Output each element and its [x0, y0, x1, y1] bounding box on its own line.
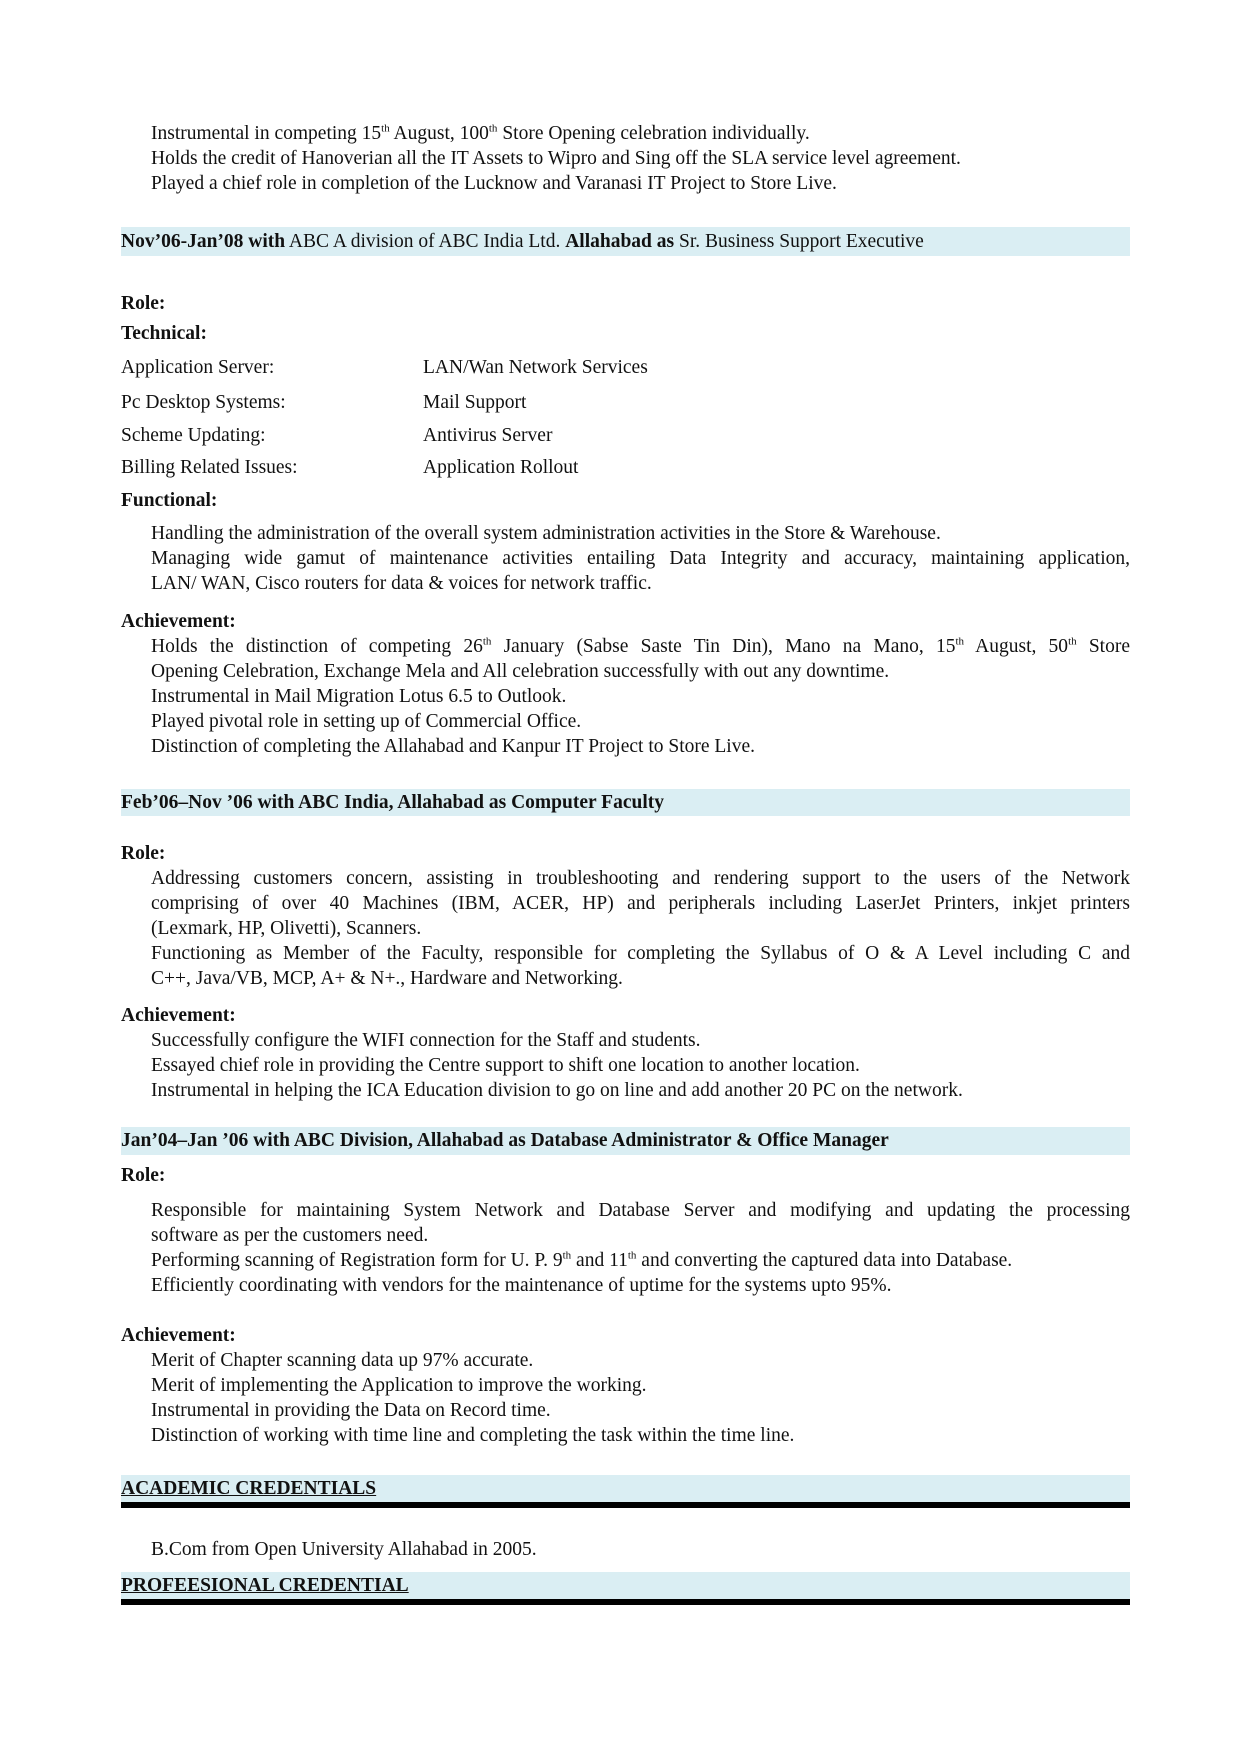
tech-row-right: Antivirus Server	[423, 425, 553, 446]
job3-role-1-line1: Responsible for maintaining System Network and Database Server and modifying and updating the processing	[151, 1200, 1130, 1221]
job3-role-1-line2: software as per the customers need.	[151, 1225, 429, 1246]
job2-achievement-1: Successfully configure the WIFI connection for the Staff and students.	[151, 1030, 701, 1051]
job2-header: Feb’06–Nov ’06 with ABC India, Allahabad as Computer Faculty	[121, 792, 664, 813]
job2-achievement-2: Essayed chief role in providing the Centre support to shift one location to another location.	[151, 1055, 860, 1076]
job2-role-label: Role:	[121, 843, 166, 864]
tech-row-right: LAN/Wan Network Services	[423, 357, 648, 378]
achievement-item-4: Distinction of completing the Allahabad and Kanpur IT Project to Store Live.	[151, 736, 756, 757]
job1-functional-label: Functional:	[121, 490, 218, 511]
job3-achievement-4: Distinction of working with time line and completing the task within the time line.	[151, 1425, 795, 1446]
job1-achievement-label: Achievement:	[121, 611, 236, 632]
tech-row-left: Pc Desktop Systems:	[121, 392, 286, 413]
functional-item-1: Handling the administration of the overall system administration activities in the Store & Warehouse.	[151, 523, 941, 544]
academic-heading: ACADEMIC CREDENTIALS	[121, 1478, 377, 1499]
role-item-2-line2: C++, Java/VB, MCP, A+ & N+., Hardware and Networking.	[151, 968, 623, 989]
job3-achievement-3: Instrumental in providing the Data on Record time.	[151, 1400, 551, 1421]
job2-achievement-label: Achievement:	[121, 1005, 236, 1026]
achievement-item-2: Instrumental in Mail Migration Lotus 6.5 to Outlook.	[151, 686, 567, 707]
academic-heading-rule	[121, 1502, 1130, 1508]
role-item-1-line3: (Lexmark, HP, Olivetti), Scanners.	[151, 918, 422, 939]
tech-row-left: Billing Related Issues:	[121, 457, 298, 478]
job3-role-2: Performing scanning of Registration form for U. P. 9th and 11th and converting the captured data into Database.	[151, 1249, 1013, 1271]
role-item-1-line2: comprising of over 40 Machines (IBM, ACER, HP) and peripherals including LaserJet Printers, inkjet printers	[151, 893, 1130, 914]
job1-technical-label: Technical:	[121, 323, 207, 344]
job3-achievement-2: Merit of implementing the Application to improve the working.	[151, 1375, 647, 1396]
job3-achievement-1: Merit of Chapter scanning data up 97% accurate.	[151, 1350, 534, 1371]
tech-row-right: Application Rollout	[423, 457, 579, 478]
top-bullet-2: Holds the credit of Hanoverian all the IT Assets to Wipro and Sing off the SLA service level agreement.	[151, 148, 961, 169]
functional-item-2-line1: Managing wide gamut of maintenance activities entailing Data Integrity and accuracy, maintaining application,	[151, 548, 1130, 569]
top-bullet-3: Played a chief role in completion of the Lucknow and Varanasi IT Project to Store Live.	[151, 173, 837, 194]
tech-row-right: Mail Support	[423, 392, 527, 413]
job1-role-label: Role:	[121, 293, 166, 314]
tech-row-left: Scheme Updating:	[121, 425, 266, 446]
functional-item-2-line2: LAN/ WAN, Cisco routers for data & voices for network traffic.	[151, 573, 652, 594]
job3-role-label: Role:	[121, 1165, 166, 1186]
achievement-item-1-line1: Holds the distinction of competing 26th January (Sabse Saste Tin Din), Mano na Mano, 15th August, 50th Store	[151, 635, 1130, 657]
job1-header: Nov’06-Jan’08 with ABC A division of ABC India Ltd. Allahabad as Sr. Business Support Executive	[121, 231, 924, 252]
achievement-item-1-line2: Opening Celebration, Exchange Mela and All celebration successfully with out any downtime.	[151, 661, 890, 682]
tech-row-left: Application Server:	[121, 357, 275, 378]
achievement-item-3: Played pivotal role in setting up of Commercial Office.	[151, 711, 582, 732]
academic-item-1: B.Com from Open University Allahabad in 2005.	[151, 1539, 537, 1560]
job2-achievement-3: Instrumental in helping the ICA Education division to go on line and add another 20 PC on the network.	[151, 1080, 963, 1101]
job3-header: Jan’04–Jan ’06 with ABC Division, Allahabad as Database Administrator & Office Manager	[121, 1130, 889, 1151]
job3-role-3: Efficiently coordinating with vendors for the maintenance of uptime for the systems upto 95%.	[151, 1275, 892, 1296]
top-bullet-1: Instrumental in competing 15th August, 100th Store Opening celebration individually.	[151, 122, 810, 144]
role-item-2-line1: Functioning as Member of the Faculty, responsible for completing the Syllabus of O & A Level including C and	[151, 943, 1130, 964]
professional-heading-rule	[121, 1599, 1130, 1605]
professional-heading: PROFEESIONAL CREDENTIAL	[121, 1575, 409, 1596]
role-item-1-line1: Addressing customers concern, assisting in troubleshooting and rendering support to the users of the Network	[151, 868, 1130, 889]
job3-achievement-label: Achievement:	[121, 1325, 236, 1346]
